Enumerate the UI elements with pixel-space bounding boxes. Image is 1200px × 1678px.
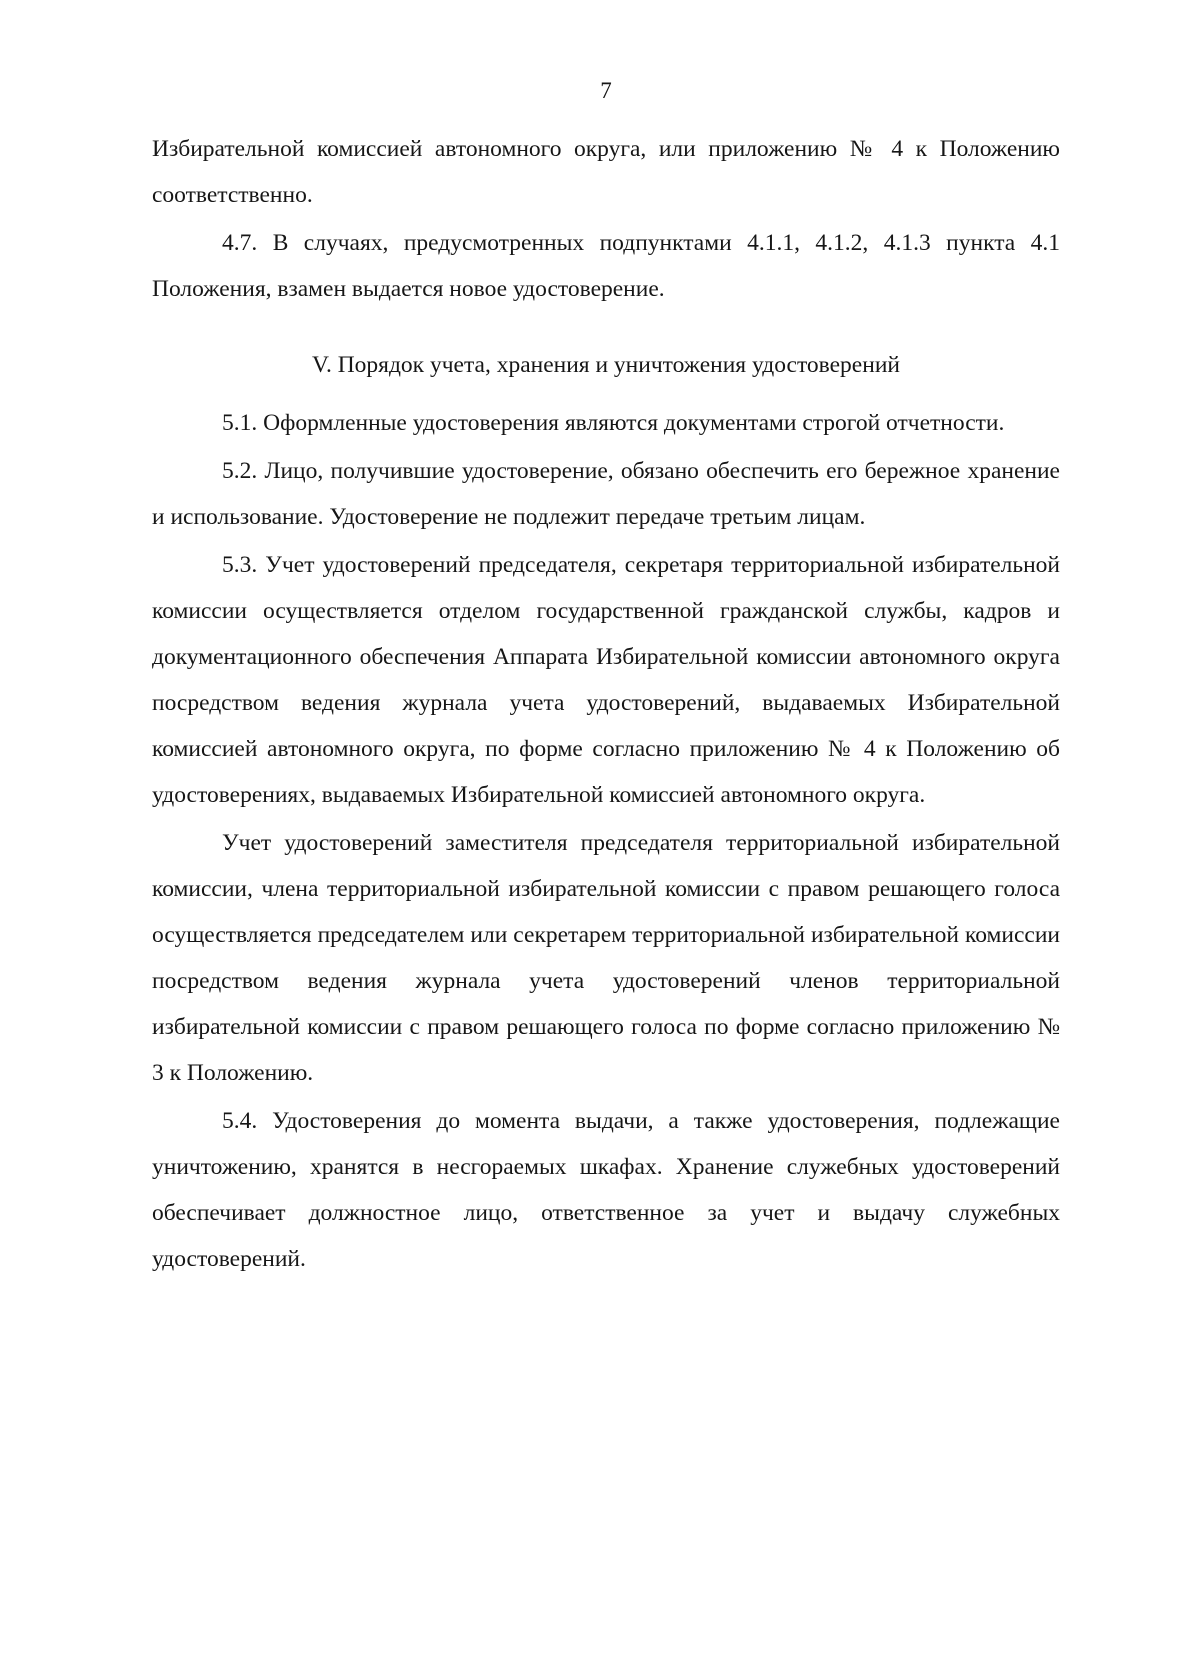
- page-number: 7: [600, 78, 612, 103]
- section-heading: V. Порядок учета, хранения и уничтожения удостоверений: [312, 352, 900, 378]
- paragraph-5-1: 5.1. Оформленные удостоверения являются документами строгой отчетности.: [222, 410, 1005, 436]
- paragraph-5-4: 5.4. Удостоверения до момента выдачи, а также удостоверения, подлежащие уничтожению, хранятся в несгораемых шкафах. Хранение служебных удостоверений обеспечивает должностное лицо, ответственное за учет и выдачу служебных удостоверений.: [152, 1108, 1060, 1272]
- paragraph-5-3: 5.3. Учет удостоверений председателя, секретаря территориальной избирательной комиссии осуществляется отделом государственной гражданской службы, кадров и документационного обеспечения Аппарата Избирательной комиссии автономного округа посредством ведения журнала учета удостоверений, выдаваемых Избирательной комиссией автономного округа, по форме согласно приложению № 4 к Положению об удостоверениях, выдаваемых Избирательной комиссией автономного округа.: [152, 552, 1060, 808]
- document-page: [152, 0, 1060, 1678]
- paragraph-4-7: 4.7. В случаях, предусмотренных подпунктами 4.1.1, 4.1.2, 4.1.3 пункта 4.1 Положения, взамен выдается новое удостоверение.: [152, 230, 1060, 302]
- paragraph-continuation: Избирательной комиссией автономного округа, или приложению № 4 к Положению соответственно.: [152, 136, 1060, 208]
- document-body: [152, 126, 1060, 1284]
- paragraph-5-3-continued: Учет удостоверений заместителя председателя территориальной избирательной комиссии, члена территориальной избирательной комиссии с правом решающего голоса осуществляется председателем или секретарем территориальной избирательной комиссии посредством ведения журнала учета удостоверений членов территориальной избирательной комиссии с правом решающего голоса по форме согласно приложению № 3 к Положению.: [152, 830, 1060, 1086]
- paragraph-5-2: 5.2. Лицо, получившие удостоверение, обязано обеспечить его бережное хранение и использование. Удостоверение не подлежит передаче третьим лицам.: [152, 458, 1060, 530]
